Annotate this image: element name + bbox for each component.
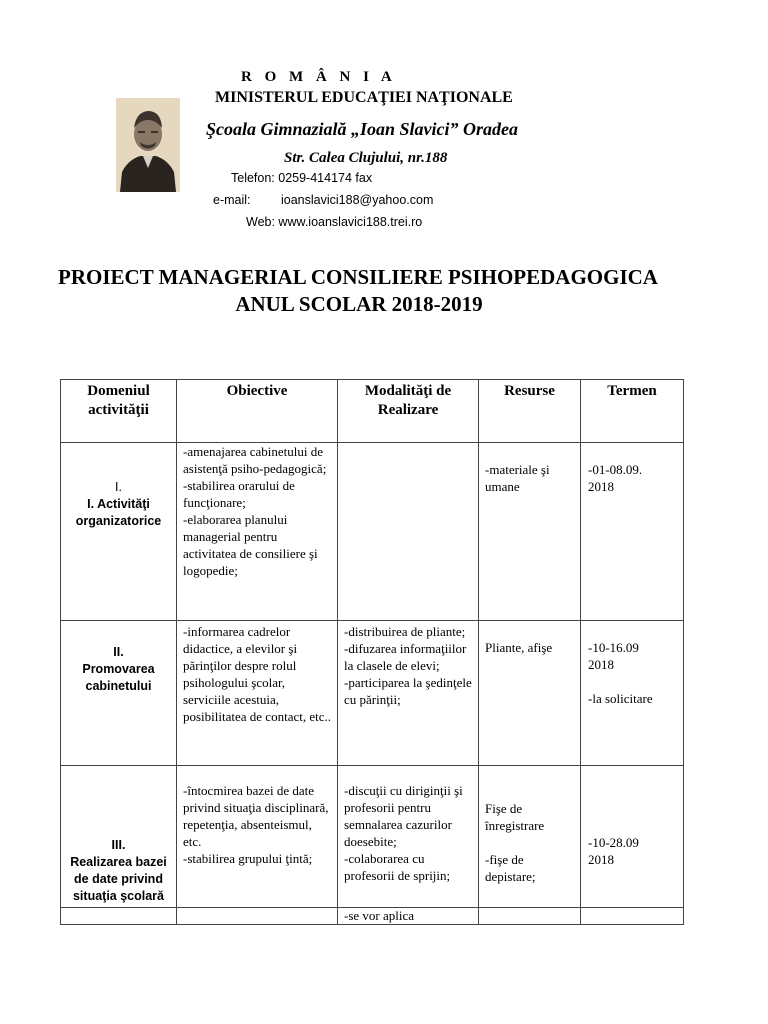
row-resources: -materiale şi umane: [485, 462, 550, 494]
header-objectives: Obiective: [177, 380, 338, 443]
header-domain: Domeniul activităţii: [61, 380, 177, 443]
row-methods: -discuţii cu diriginţii şi profesorii pentru semnalarea cazurilor doesebite; -colaborarea cu profesorii de sprijin;: [344, 783, 463, 883]
row-objectives: -amenajarea cabinetului de asistenţă psiho-pedagogică; -stabilirea orarului de funcţionare; -elaborarea planului managerial pentru activitatea de consiliere şi logopedie;: [183, 444, 327, 578]
row-domain: [61, 644, 176, 695]
row-term: -10-28.09 2018: [588, 835, 639, 867]
table-row: [61, 766, 684, 908]
row-domain-text: Promovarea cabinetului: [82, 661, 155, 693]
row-objectives: -informarea cadrelor didactice, a elevilor şi părinţilor despre rolul psihologului şcolar, serviciile acestuia, posibilitatea de contact, etc..: [183, 624, 331, 724]
phone-line: Telefon: 0259-414174 fax: [231, 171, 373, 185]
table-row: [61, 621, 684, 766]
table-row: [61, 443, 684, 621]
row-domain-text: Realizarea bazei de date privind situaţia şcolară: [70, 855, 167, 903]
header-term: Termen: [581, 380, 684, 443]
row-methods: [338, 443, 478, 448]
row-methods: -se vor aplica: [344, 908, 415, 923]
row-term: [581, 908, 684, 925]
school-address: Str. Calea Clujului, nr.188: [284, 150, 448, 166]
row-term: -01-08.09. 2018: [588, 462, 643, 494]
portrait-image: [116, 98, 180, 192]
document-title: PROIECT MANAGERIAL CONSILIERE PSIHOPEDAGOGICA: [58, 265, 658, 289]
row-resources: Fişe de înregistrare -fişe de depistare;: [485, 801, 545, 884]
country-name: R O M Â N I A: [241, 69, 397, 85]
row-methods: -distribuirea de pliante; -difuzarea informaţiilor la clasele de elevi; -participarea la şedinţele cu părinţii;: [344, 624, 472, 707]
document-subtitle: ANUL SCOLAR 2018-2019: [235, 292, 483, 316]
table-row: [61, 908, 684, 925]
row-objectives: -întocmirea bazei de date privind situaţia disciplinară, repetenţia, absenteismul, etc. -stabilirea grupului ţintă;: [183, 783, 329, 866]
website-line: Web: www.ioanslavici188.trei.ro: [246, 215, 423, 229]
row-objectives: [177, 908, 338, 925]
row-resources: Pliante, afişe: [485, 640, 553, 655]
row-domain-number: I.: [115, 480, 122, 494]
header-resources: Resurse: [479, 380, 581, 443]
management-plan-table: [60, 379, 684, 925]
row-resources: [479, 908, 581, 925]
row-term: -10-16.09 2018 -la solicitare: [588, 640, 653, 706]
row-domain-number: II.: [113, 644, 124, 659]
row-domain: [61, 908, 177, 925]
header-methods: Modalităţi de Realizare: [338, 380, 479, 443]
row-domain-number: III.: [111, 838, 126, 852]
table-header-row: [61, 380, 684, 443]
email-address: ioanslavici188@yahoo.com: [281, 193, 434, 207]
row-domain: [61, 479, 176, 530]
portrait-photo: [116, 98, 180, 192]
school-name: Şcoala Gimnazială „Ioan Slavici” Oradea: [206, 119, 519, 139]
row-domain-text: I. Activităţi organizatorice: [75, 497, 162, 528]
email-label: e-mail:: [213, 193, 251, 207]
row-domain: [61, 837, 176, 907]
ministry-name: MINISTERUL EDUCAŢIEI NAŢIONALE: [215, 89, 513, 106]
